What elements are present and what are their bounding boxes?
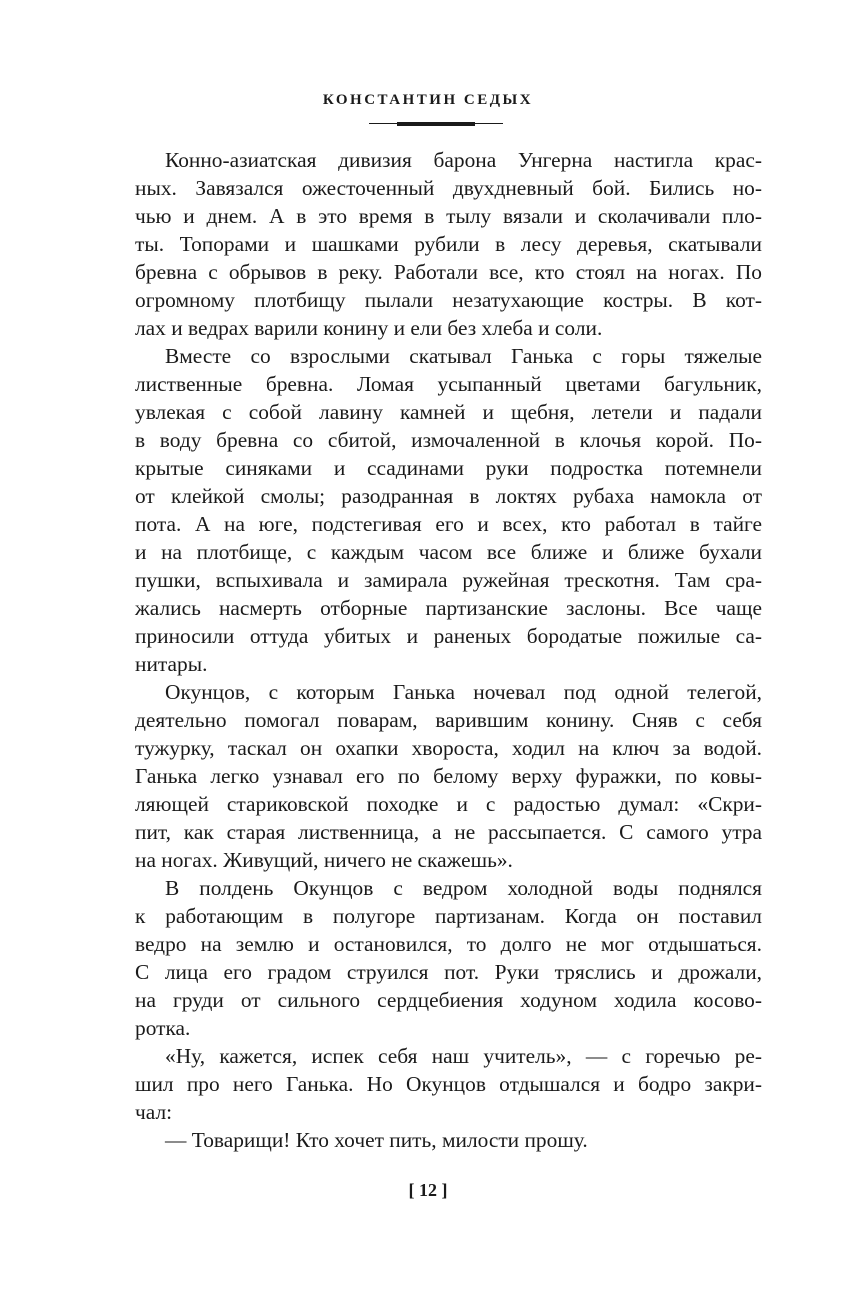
text-line: ляющей стариковской походке и с радостью думал: «Скри-	[135, 792, 762, 816]
text-line: Конно-азиатская дивизия барона Унгерна настигла крас-	[165, 148, 762, 172]
text-line: деятельно помогал поварам, варившим конину. Сняв с себя	[135, 708, 762, 732]
text-line: и на плотбище, с каждым часом все ближе и ближе бухали	[135, 540, 762, 564]
text-line: тужурку, таскал он охапки хвороста, ходил на ключ за водой.	[135, 736, 762, 760]
text-line: к работающим в полугоре партизанам. Когда он поставил	[135, 904, 762, 928]
text-line: на ногах. Живущий, ничего не скажешь».	[135, 848, 513, 872]
text-line: ведро на землю и остановился, то долго не мог отдышаться.	[135, 932, 762, 956]
text-line: приносили оттуда убитых и раненых бородатые пожилые са-	[135, 624, 762, 648]
text-line: шил про него Ганька. Но Окунцов отдышался и бодро закри-	[135, 1072, 762, 1096]
text-line: на груди от сильного сердцебиения ходуном ходила косово-	[135, 988, 762, 1012]
page-number: [ 12 ]	[408, 1180, 448, 1200]
text-line: В полдень Окунцов с ведром холодной воды поднялся	[165, 876, 762, 900]
text-line: огромному плотбищу пылали незатухающие костры. В кот-	[135, 288, 762, 312]
text-line: пушки, вспыхивала и замирала ружейная трескотня. Там сра-	[135, 568, 762, 592]
text-line: увлекая с собой лавину камней и щебня, летели и падали	[135, 400, 762, 424]
text-line: ных. Завязался ожесточенный двухдневный бой. Бились но-	[135, 176, 762, 200]
text-line: чал:	[135, 1100, 173, 1124]
text-line: бревна с обрывов в реку. Работали все, кто стоял на ногах. По	[135, 260, 762, 284]
text-line: пит, как старая лиственница, а не рассыпается. С самого утра	[135, 820, 762, 844]
text-line: нитары.	[135, 652, 208, 676]
text-line: чью и днем. А в это время в тылу вязали и сколачивали пло-	[135, 204, 762, 228]
text-line: от клейкой смолы; разодранная в локтях рубаха намокла от	[135, 484, 762, 508]
text-line: «Ну, кажется, испек себя наш учитель», — с горечью ре-	[165, 1044, 762, 1068]
running-head: КОНСТАНТИН СЕДЫХ	[322, 92, 534, 108]
text-line: — Товарищи! Кто хочет пить, милости прошу.	[165, 1128, 588, 1152]
text-line: в воду бревна со сбитой, измочаленной в клочья корой. По-	[135, 428, 762, 452]
text-line: Вместе со взрослыми скатывал Ганька с горы тяжелые	[165, 344, 762, 368]
text-line: крытые синяками и ссадинами руки подростка потемнели	[135, 456, 762, 480]
text-line: лах и ведрах варили конину и ели без хлеба и соли.	[135, 316, 603, 340]
text-line: жались насмерть отборные партизанские заслоны. Все чаще	[135, 596, 762, 620]
text-line: пота. А на юге, подстегивая его и всех, кто работал в тайге	[135, 512, 762, 536]
text-line: С лица его градом струился пот. Руки тряслись и дрожали,	[135, 960, 762, 984]
text-line: Окунцов, с которым Ганька ночевал под одной телегой,	[165, 680, 762, 704]
ornamental-rule-center	[397, 122, 475, 126]
text-line: ты. Топорами и шашками рубили в лесу деревья, скатывали	[135, 232, 762, 256]
text-line: лиственные бревна. Ломая усыпанный цветами багульник,	[135, 372, 762, 396]
text-line: ротка.	[135, 1016, 191, 1040]
text-line: Ганька легко узнавал его по белому верху фуражки, по ковы-	[135, 764, 762, 788]
